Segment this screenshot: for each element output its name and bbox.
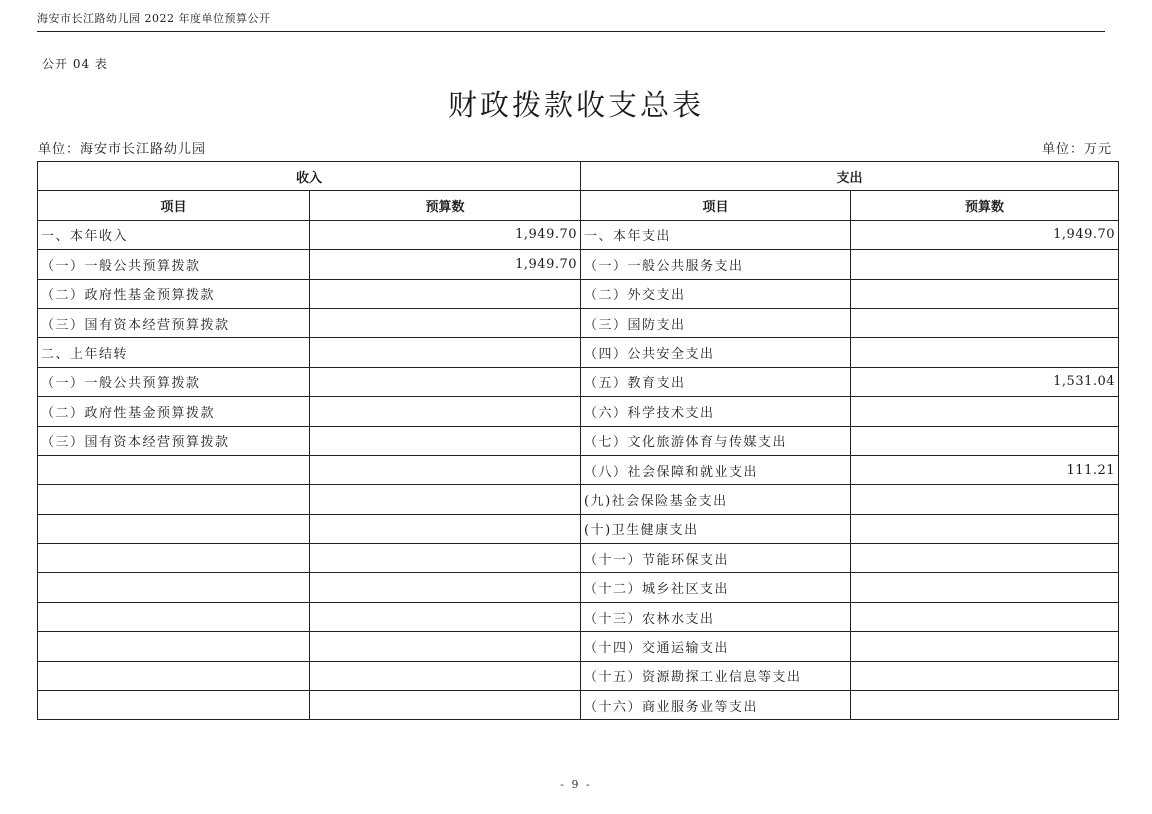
expense-item-cell: （十四）交通运输支出	[581, 632, 851, 661]
income-item-cell	[38, 691, 310, 720]
expense-item-header: 项目	[581, 191, 851, 220]
expense-amount-cell	[851, 397, 1119, 426]
table-row	[38, 397, 1119, 426]
expense-item-cell: （十六）商业服务业等支出	[581, 691, 851, 720]
table-row	[38, 367, 1119, 396]
income-item-cell	[38, 632, 310, 661]
expense-item-cell: （十三）农林水支出	[581, 602, 851, 631]
income-item-cell	[38, 602, 310, 631]
income-item-cell: （二）政府性基金预算拨款	[38, 397, 310, 426]
income-amount-cell	[310, 367, 581, 396]
income-item-cell	[38, 485, 310, 514]
expense-item-cell: （十二）城乡社区支出	[581, 573, 851, 602]
income-amount-cell: 1,949.70	[310, 250, 581, 279]
currency-unit: 单位：万元	[1041, 142, 1112, 157]
expense-item-cell: 一、本年支出	[581, 220, 851, 249]
income-amount-cell	[310, 308, 581, 337]
income-item-cell	[38, 544, 310, 573]
expense-item-cell: （一）一般公共服务支出	[581, 250, 851, 279]
table-row	[38, 250, 1119, 279]
income-amount-cell	[310, 661, 581, 690]
expense-amount-cell	[851, 661, 1119, 690]
income-amount-cell	[310, 691, 581, 720]
expense-item-cell: （三）国防支出	[581, 308, 851, 337]
income-amount-cell	[310, 455, 581, 484]
income-amount-cell	[310, 573, 581, 602]
expense-amount-cell	[851, 514, 1119, 543]
expense-amount-cell	[851, 632, 1119, 661]
income-amount-cell	[310, 279, 581, 308]
expense-item-cell: (十)卫生健康支出	[581, 514, 851, 543]
page-number: - 9 -	[560, 778, 592, 791]
form-number: 公开 04 表	[42, 57, 108, 71]
income-item-cell: （一）一般公共预算拨款	[38, 367, 310, 396]
income-amount-cell	[310, 397, 581, 426]
table-row	[38, 220, 1119, 249]
budget-table-body	[38, 220, 1119, 720]
expense-amount-cell	[851, 426, 1119, 455]
income-amount-cell	[310, 426, 581, 455]
expense-group-header: 支出	[581, 162, 1119, 191]
expense-amount-cell	[851, 544, 1119, 573]
income-amount-cell	[310, 544, 581, 573]
expense-amount-cell	[851, 308, 1119, 337]
expense-item-cell: （十一）节能环保支出	[581, 544, 851, 573]
income-amount-cell	[310, 514, 581, 543]
table-row	[38, 426, 1119, 455]
expense-amount-cell: 1,531.04	[851, 367, 1119, 396]
expense-amount-cell	[851, 279, 1119, 308]
income-amount-header: 预算数	[310, 191, 581, 220]
table-row	[38, 573, 1119, 602]
expense-amount-cell	[851, 250, 1119, 279]
expense-item-cell: (九)社会保险基金支出	[581, 485, 851, 514]
expense-amount-cell: 111.21	[851, 455, 1119, 484]
expense-item-cell: （六）科学技术支出	[581, 397, 851, 426]
income-amount-cell: 1,949.70	[310, 220, 581, 249]
expense-amount-header: 预算数	[851, 191, 1119, 220]
page-title: 财政拨款收支总表	[447, 88, 704, 122]
expense-item-cell: （七）文化旅游体育与传媒支出	[581, 426, 851, 455]
column-header-row	[38, 191, 1119, 220]
expense-amount-cell	[851, 602, 1119, 631]
income-amount-cell	[310, 632, 581, 661]
income-item-cell: 一、本年收入	[38, 220, 310, 249]
expense-item-cell: （四）公共安全支出	[581, 338, 851, 367]
income-item-cell: （一）一般公共预算拨款	[38, 250, 310, 279]
income-amount-cell	[310, 338, 581, 367]
organization-unit: 单位：海安市长江路幼儿园	[38, 142, 207, 157]
table-row	[38, 514, 1119, 543]
income-amount-cell	[310, 602, 581, 631]
expense-amount-cell	[851, 691, 1119, 720]
income-item-cell: （二）政府性基金预算拨款	[38, 279, 310, 308]
income-item-cell: 二、上年结转	[38, 338, 310, 367]
header-rule	[37, 31, 1105, 32]
table-row	[38, 544, 1119, 573]
expense-amount-cell	[851, 485, 1119, 514]
expense-amount-cell: 1,949.70	[851, 220, 1119, 249]
document-header: 海安市长江路幼儿园 2022 年度单位预算公开	[37, 12, 271, 25]
income-group-header: 收入	[38, 162, 581, 191]
table-row	[38, 455, 1119, 484]
table-row	[38, 691, 1119, 720]
table-row	[38, 661, 1119, 690]
expense-amount-cell	[851, 573, 1119, 602]
income-item-cell	[38, 455, 310, 484]
income-item-cell: （三）国有资本经营预算拨款	[38, 426, 310, 455]
income-item-cell: （三）国有资本经营预算拨款	[38, 308, 310, 337]
group-header-row	[38, 162, 1119, 191]
expense-amount-cell	[851, 338, 1119, 367]
table-row	[38, 338, 1119, 367]
table-row	[38, 279, 1119, 308]
table-row	[38, 632, 1119, 661]
income-amount-cell	[310, 485, 581, 514]
budget-table	[37, 161, 1119, 720]
income-item-cell	[38, 573, 310, 602]
expense-item-cell: （五）教育支出	[581, 367, 851, 396]
income-item-header: 项目	[38, 191, 310, 220]
income-item-cell	[38, 514, 310, 543]
expense-item-cell: （二）外交支出	[581, 279, 851, 308]
expense-item-cell: （八）社会保障和就业支出	[581, 455, 851, 484]
expense-item-cell: （十五）资源勘探工业信息等支出	[581, 661, 851, 690]
table-row	[38, 308, 1119, 337]
table-row	[38, 602, 1119, 631]
income-item-cell	[38, 661, 310, 690]
table-row	[38, 485, 1119, 514]
